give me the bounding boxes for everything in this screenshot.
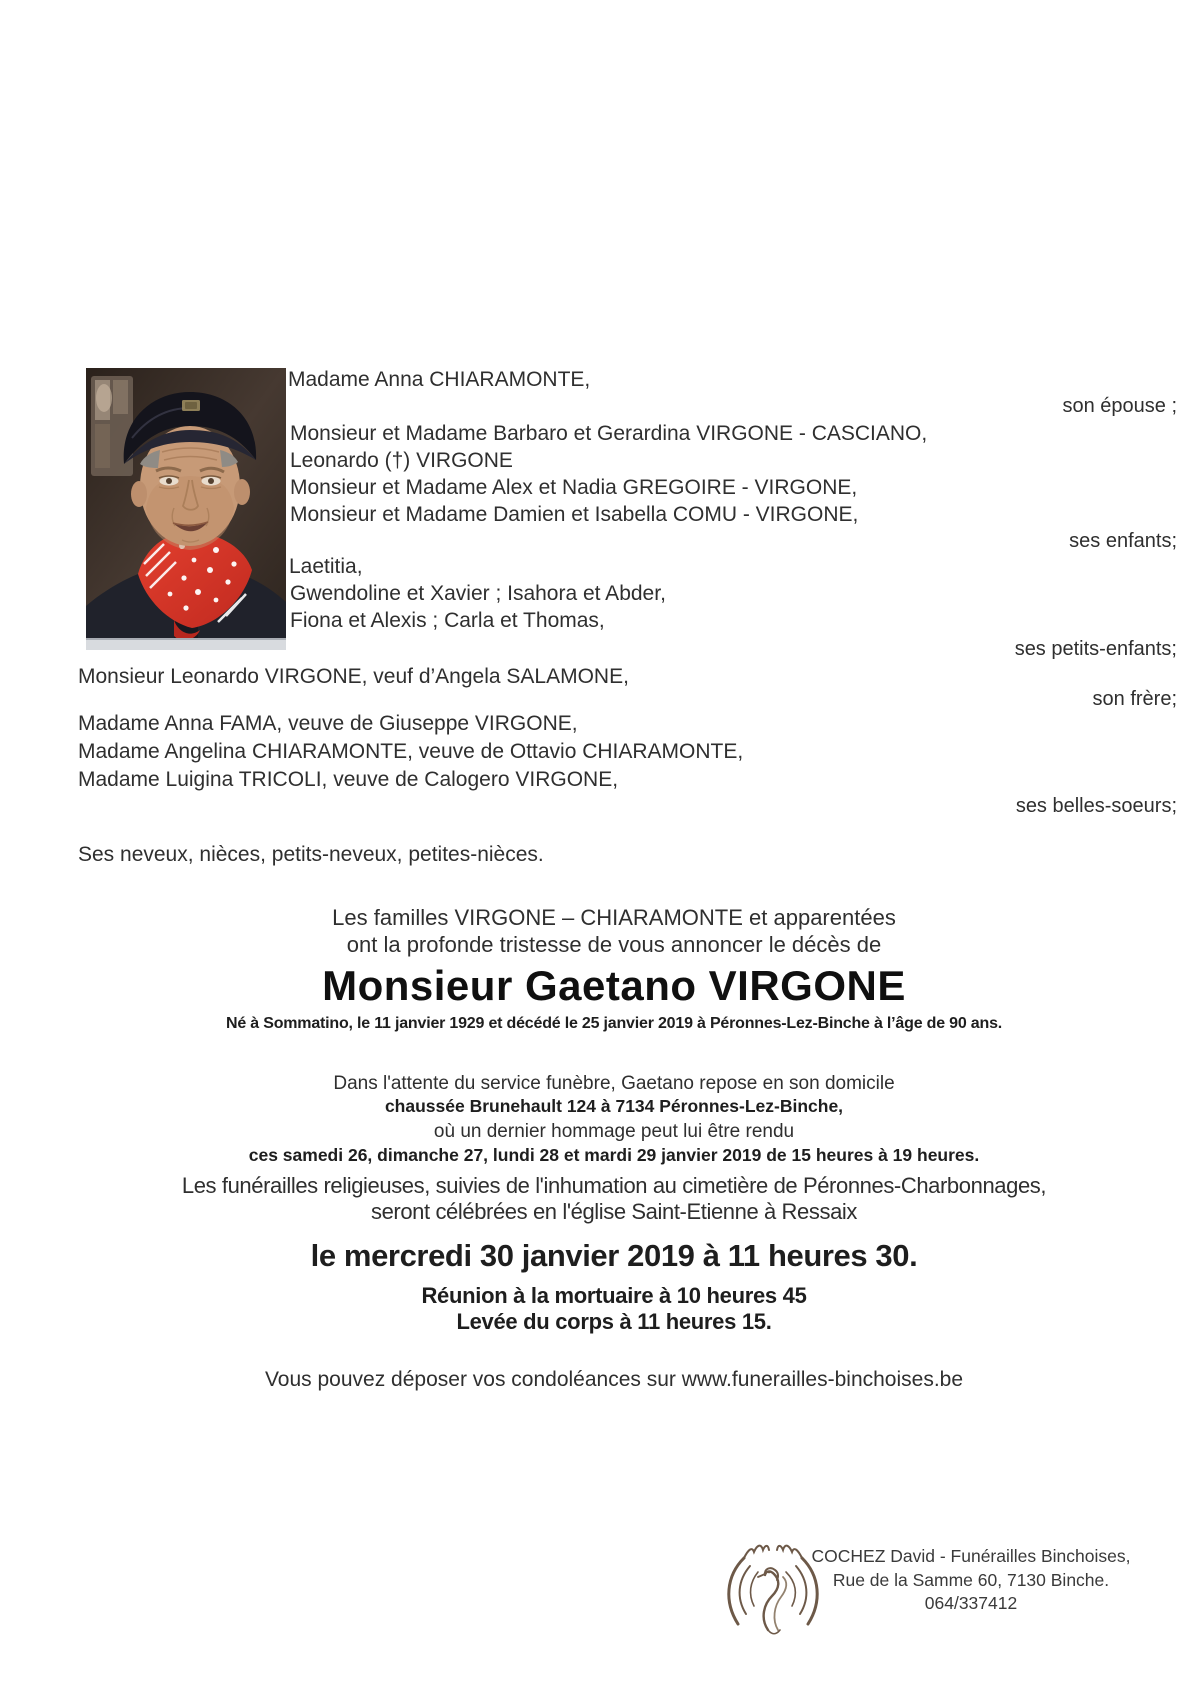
sister-in-law-line-3: Madame Luigina TRICOLI, veuve de Calogero VIRGONE,	[78, 768, 619, 791]
wake-times-line: ces samedi 26, dimanche 27, lundi 28 et mardi 29 janvier 2019 de 15 heures à 19 heures.	[248, 1145, 980, 1165]
children-line-3: Monsieur et Madame Alex et Nadia GREGOIRE - VIRGONE,	[290, 476, 858, 499]
body-removal-line: Levée du corps à 11 heures 15.	[456, 1309, 772, 1334]
funeral-home-name: COCHEZ David - Funérailles Binchoises,	[811, 1546, 1131, 1566]
deceased-name-title: Monsieur Gaetano VIRGONE	[322, 962, 906, 1009]
funeral-home-address: Rue de la Samme 60, 7130 Binche.	[832, 1569, 1110, 1590]
life-dates-line: Né à Sommatino, le 11 janvier 1929 et décédé le 25 janvier 2019 à Péronnes-Lez-Binche à l’âge de 90 ans.	[225, 1015, 1003, 1032]
funeral-home-info	[806, 1545, 1136, 1616]
mortuary-meeting-line: Réunion à la mortuaire à 10 heures 45	[421, 1283, 807, 1308]
grandchildren-line-2: Gwendoline et Xavier ; Isahora et Abder,	[290, 582, 666, 605]
families-line: Les familles VIRGONE – CHIARAMONTE et apparentées	[332, 905, 896, 930]
relation-label-brother: son frère;	[1092, 688, 1177, 710]
grandchildren-line-3: Fiona et Alexis ; Carla et Thomas,	[290, 609, 605, 632]
children-line-4: Monsieur et Madame Damien et Isabella COMU - VIRGONE,	[290, 503, 859, 526]
relation-label-children: ses enfants;	[1069, 530, 1177, 552]
portrait-illustration	[86, 368, 286, 650]
condolences-line: Vous pouvez déposer vos condoléances sur www.funerailles-binchoises.be	[264, 1368, 964, 1391]
spouse-line: Madame Anna CHIARAMONTE,	[288, 368, 591, 391]
sister-in-law-line-1: Madame Anna FAMA, veuve de Giuseppe VIRGONE,	[78, 712, 578, 735]
relation-label-grandchildren: ses petits-enfants;	[1014, 638, 1177, 660]
funeral-datetime-line: le mercredi 30 janvier 2019 à 11 heures 30.	[310, 1238, 918, 1273]
brother-line: Monsieur Leonardo VIRGONE, veuf d’Angela SALAMONE,	[78, 665, 629, 688]
wake-address-line: chaussée Brunehault 124 à 7134 Péronnes-Lez-Binche,	[384, 1096, 844, 1116]
funeral-home-phone: 064/337412	[924, 1593, 1018, 1613]
children-line-1: Monsieur et Madame Barbaro et Gerardina VIRGONE - CASCIANO,	[290, 422, 928, 445]
children-line-2: Leonardo (†) VIRGONE	[290, 449, 513, 472]
sister-in-law-line-2: Madame Angelina CHIARAMONTE, veuve de Ottavio CHIARAMONTE,	[78, 740, 744, 763]
relation-label-spouse: son épouse ;	[1062, 395, 1177, 417]
wake-note-line: où un dernier hommage peut lui être rendu	[433, 1121, 795, 1142]
sorrow-line: ont la profonde tristesse de vous annoncer le décès de	[346, 932, 882, 957]
relation-label-sisters-in-law: ses belles-soeurs;	[1015, 795, 1177, 817]
funeral-line-1: Les funérailles religieuses, suivies de l'inhumation au cimetière de Péronnes-Charbonnages,	[181, 1173, 1047, 1198]
grandchildren-line-1: Laetitia,	[289, 555, 363, 578]
extended-family-line: Ses neveux, nièces, petits-neveux, petites-nièces.	[78, 843, 544, 866]
wake-intro-line: Dans l'attente du service funèbre, Gaetano repose en son domicile	[333, 1073, 895, 1094]
deceased-portrait-photo	[86, 368, 286, 650]
funeral-line-2: seront célébrées en l'église Saint-Etienne à Ressaix	[370, 1199, 858, 1224]
